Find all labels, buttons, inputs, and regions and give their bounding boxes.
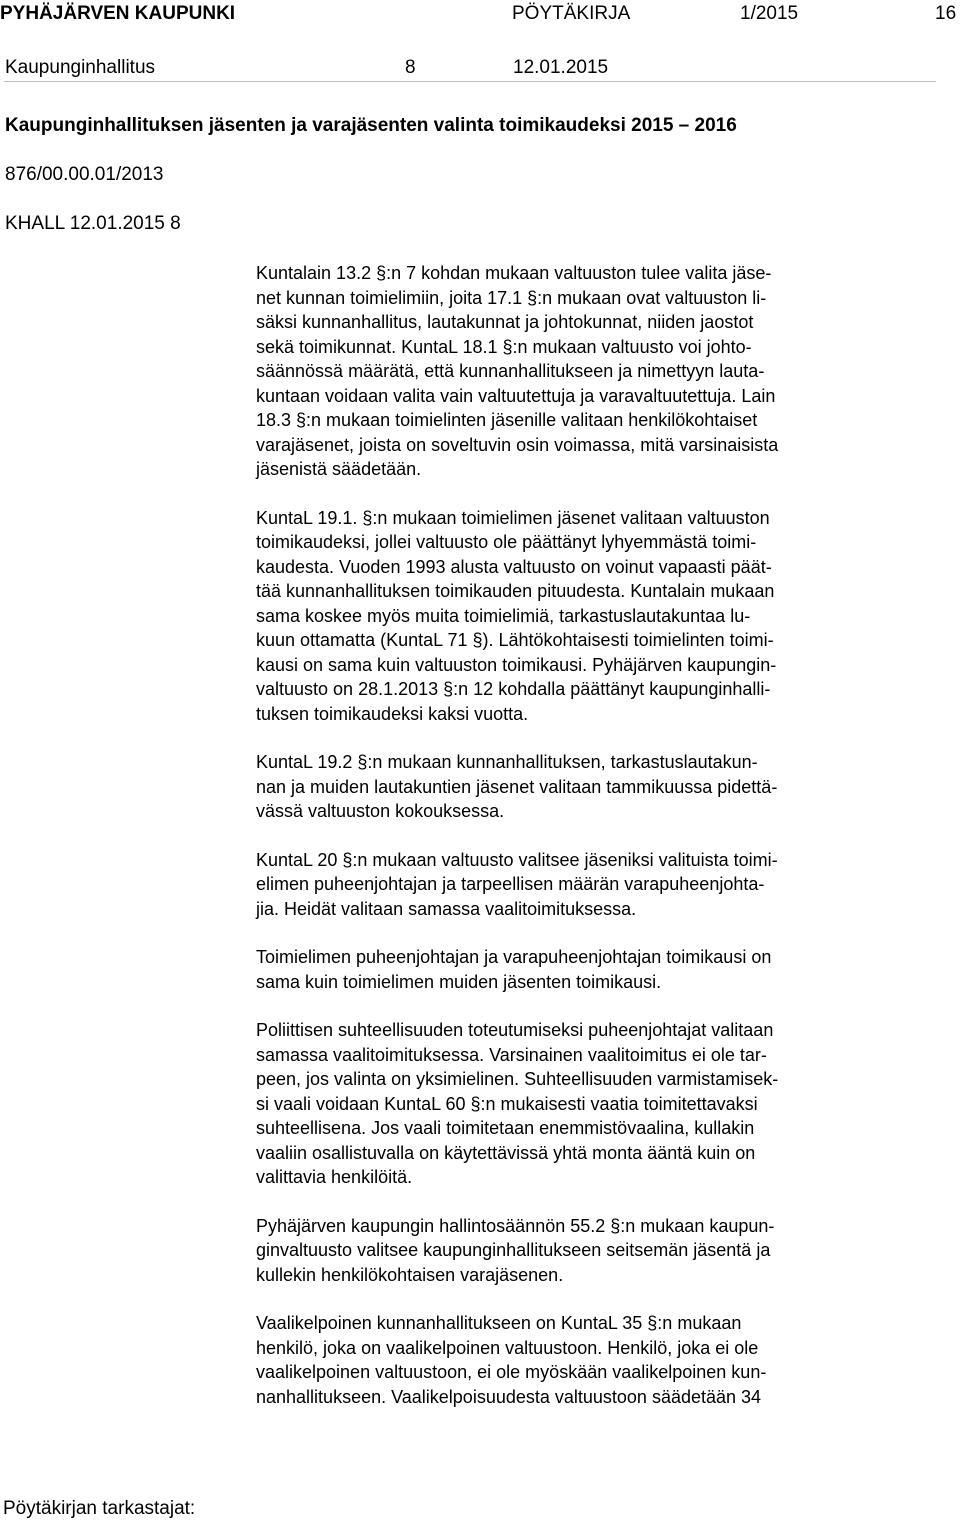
paragraph-line: peen, jos valinta on yksimielinen. Suhteellisuuden varmistamisek- <box>256 1069 779 1089</box>
paragraph-line: net kunnan toimielimiin, joita 17.1 §:n mukaan ovat valtuuston li- <box>256 287 767 308</box>
paragraph-line: nan ja muiden lautakuntien jäsenet valitaan tammikuussa pidettä- <box>256 776 778 797</box>
paragraph-line: kullekin henkilökohtaisen varajäsenen. <box>256 1264 564 1285</box>
paragraph <box>256 945 916 994</box>
paragraph-line: Poliittisen suhteellisuuden toteutumiseksi puheenjohtajat valitaan <box>256 1020 774 1040</box>
section-number: 8 <box>405 57 416 78</box>
paragraph-line: si vaali voidaan KuntaL 60 §:n mukaisesti vaatia toimitettavaksi <box>256 1093 758 1114</box>
minutes-checkers-label: Pöytäkirjan tarkastajat: <box>3 1498 196 1519</box>
paragraph-line: kausi on sama kuin valtuuston toimikausi. Pyhäjärven kaupungin- <box>256 654 777 675</box>
paragraph-line: tuksen toimikaudeksi kaksi vuotta. <box>256 703 529 724</box>
paragraph-line: KuntaL 19.2 §:n mukaan kunnanhallituksen, tarkastuslautakun- <box>256 752 758 772</box>
paragraph-line: suhteellisena. Jos vaali toimitetaan enemmistövaalina, kullakin <box>256 1118 755 1138</box>
paragraph-line: sekä toimikunnat. KuntaL 18.1 §:n mukaan valtuusto voi johto- <box>256 336 752 357</box>
page-number: 16 <box>935 3 957 24</box>
paragraph-line: toimikaudeksi, jollei valtuusto ole päättänyt lyhyemmästä toimi- <box>256 532 757 552</box>
governing-body: Kaupunginhallitus <box>5 57 156 78</box>
document-type: PÖYTÄKIRJA <box>512 3 631 24</box>
paragraph-line: ginvaltuusto valitsee kaupunginhallitukseen seitsemän jäsentä ja <box>256 1240 771 1260</box>
paragraph-line: sama koskee myös muita toimielimiä, tarkastuslautakuntaa lu- <box>256 605 751 626</box>
body-text <box>256 261 916 1433</box>
paragraph-line: kuun ottamatta (KuntaL 71 §). Lähtökohtaisesti toimielinten toimi- <box>256 630 774 650</box>
paragraph-line: jäsenistä säädetään. <box>256 459 422 479</box>
paragraph-line: sama kuin toimielimen muiden jäsenten toimikausi. <box>256 971 662 992</box>
paragraph-line: Pyhäjärven kaupungin hallintosäännön 55.2 §:n mukaan kaupun- <box>256 1215 775 1236</box>
paragraph-line: henkilö, joka on vaalikelpoinen valtuustoon. Henkilö, joka ei ole <box>256 1337 759 1358</box>
paragraph-line: tää kunnanhallituksen toimikauden pituudesta. Kuntalain mukaan <box>256 581 775 601</box>
previous-handling: KHALL 12.01.2015 8 <box>5 213 181 234</box>
paragraph-line: kuntaan voidaan valita vain valtuutettuja ja varavaltuutettuja. Lain <box>256 385 776 406</box>
paragraph <box>256 1018 916 1190</box>
paragraph-line: 18.3 §:n mukaan toimielinten jäsenille valitaan henkilökohtaiset <box>256 410 758 430</box>
paragraph-line: Kuntalain 13.2 §:n 7 kohdan mukaan valtuuston tulee valita jäse- <box>256 263 772 283</box>
paragraph-line: varajäsenet, joista on soveltuvin osin voimassa, mitä varsinaisista <box>256 434 779 455</box>
paragraph <box>256 261 916 482</box>
paragraph-line: kaudesta. Vuoden 1993 alusta valtuusto on voinut vapaasti päät- <box>256 556 772 577</box>
paragraph-line: KuntaL 20 §:n mukaan valtuusto valitsee jäseniksi valituista toimi- <box>256 849 778 870</box>
paragraph-line: valittavia henkilöitä. <box>256 1167 413 1187</box>
paragraph <box>256 1311 916 1409</box>
paragraph <box>256 750 916 824</box>
paragraph <box>256 848 916 922</box>
paragraph-line: KuntaL 19.1. §:n mukaan toimielimen jäsenet valitaan valtuuston <box>256 507 770 528</box>
paragraph-line: Toimielimen puheenjohtajan ja varapuheenjohtajan toimikausi on <box>256 947 772 967</box>
paragraph-line: vaalikelpoinen valtuustoon, ei ole myöskään vaalikelpoinen kun- <box>256 1362 767 1382</box>
paragraph-line: nanhallitukseen. Vaalikelpoisuudesta valtuustoon säädetään 34 <box>256 1386 762 1407</box>
document-number: 1/2015 <box>740 3 799 24</box>
paragraph-line: säännössä määrätä, että kunnanhallitukseen ja nimettyyn lauta- <box>256 361 765 381</box>
paragraph <box>256 1214 916 1288</box>
matter-title: Kaupunginhallituksen jäsenten ja varajäsenten valinta toimikaudeksi 2015 – 2016 <box>5 115 737 136</box>
paragraph-line: Vaalikelpoinen kunnanhallitukseen on KuntaL 35 §:n mukaan <box>256 1313 742 1333</box>
paragraph-line: vaaliin osallistuvalla on käytettävissä yhtä monta ääntä kuin on <box>256 1142 756 1163</box>
paragraph-line: säksi kunnanhallitus, lautakunnat ja johtokunnat, niiden jaostot <box>256 312 754 332</box>
paragraph-line: samassa vaalitoimituksessa. Varsinainen vaalitoimitus ei ole tar- <box>256 1044 767 1065</box>
paragraph-line: vässä valtuuston kokouksessa. <box>256 801 505 821</box>
matter-reference: 876/00.00.01/2013 <box>5 164 164 185</box>
paragraph-line: elimen puheenjohtajan ja tarpeellisen määrän varapuheenjohta- <box>256 874 765 894</box>
paragraph <box>256 506 916 727</box>
paragraph-line: jia. Heidät valitaan samassa vaalitoimituksessa. <box>256 898 637 919</box>
organization-name: PYHÄJÄRVEN KAUPUNKI <box>0 3 236 24</box>
meeting-date: 12.01.2015 <box>513 57 609 78</box>
paragraph-line: valtuusto on 28.1.2013 §:n 12 kohdalla päättänyt kaupunginhalli- <box>256 679 771 699</box>
header-divider <box>4 81 936 82</box>
